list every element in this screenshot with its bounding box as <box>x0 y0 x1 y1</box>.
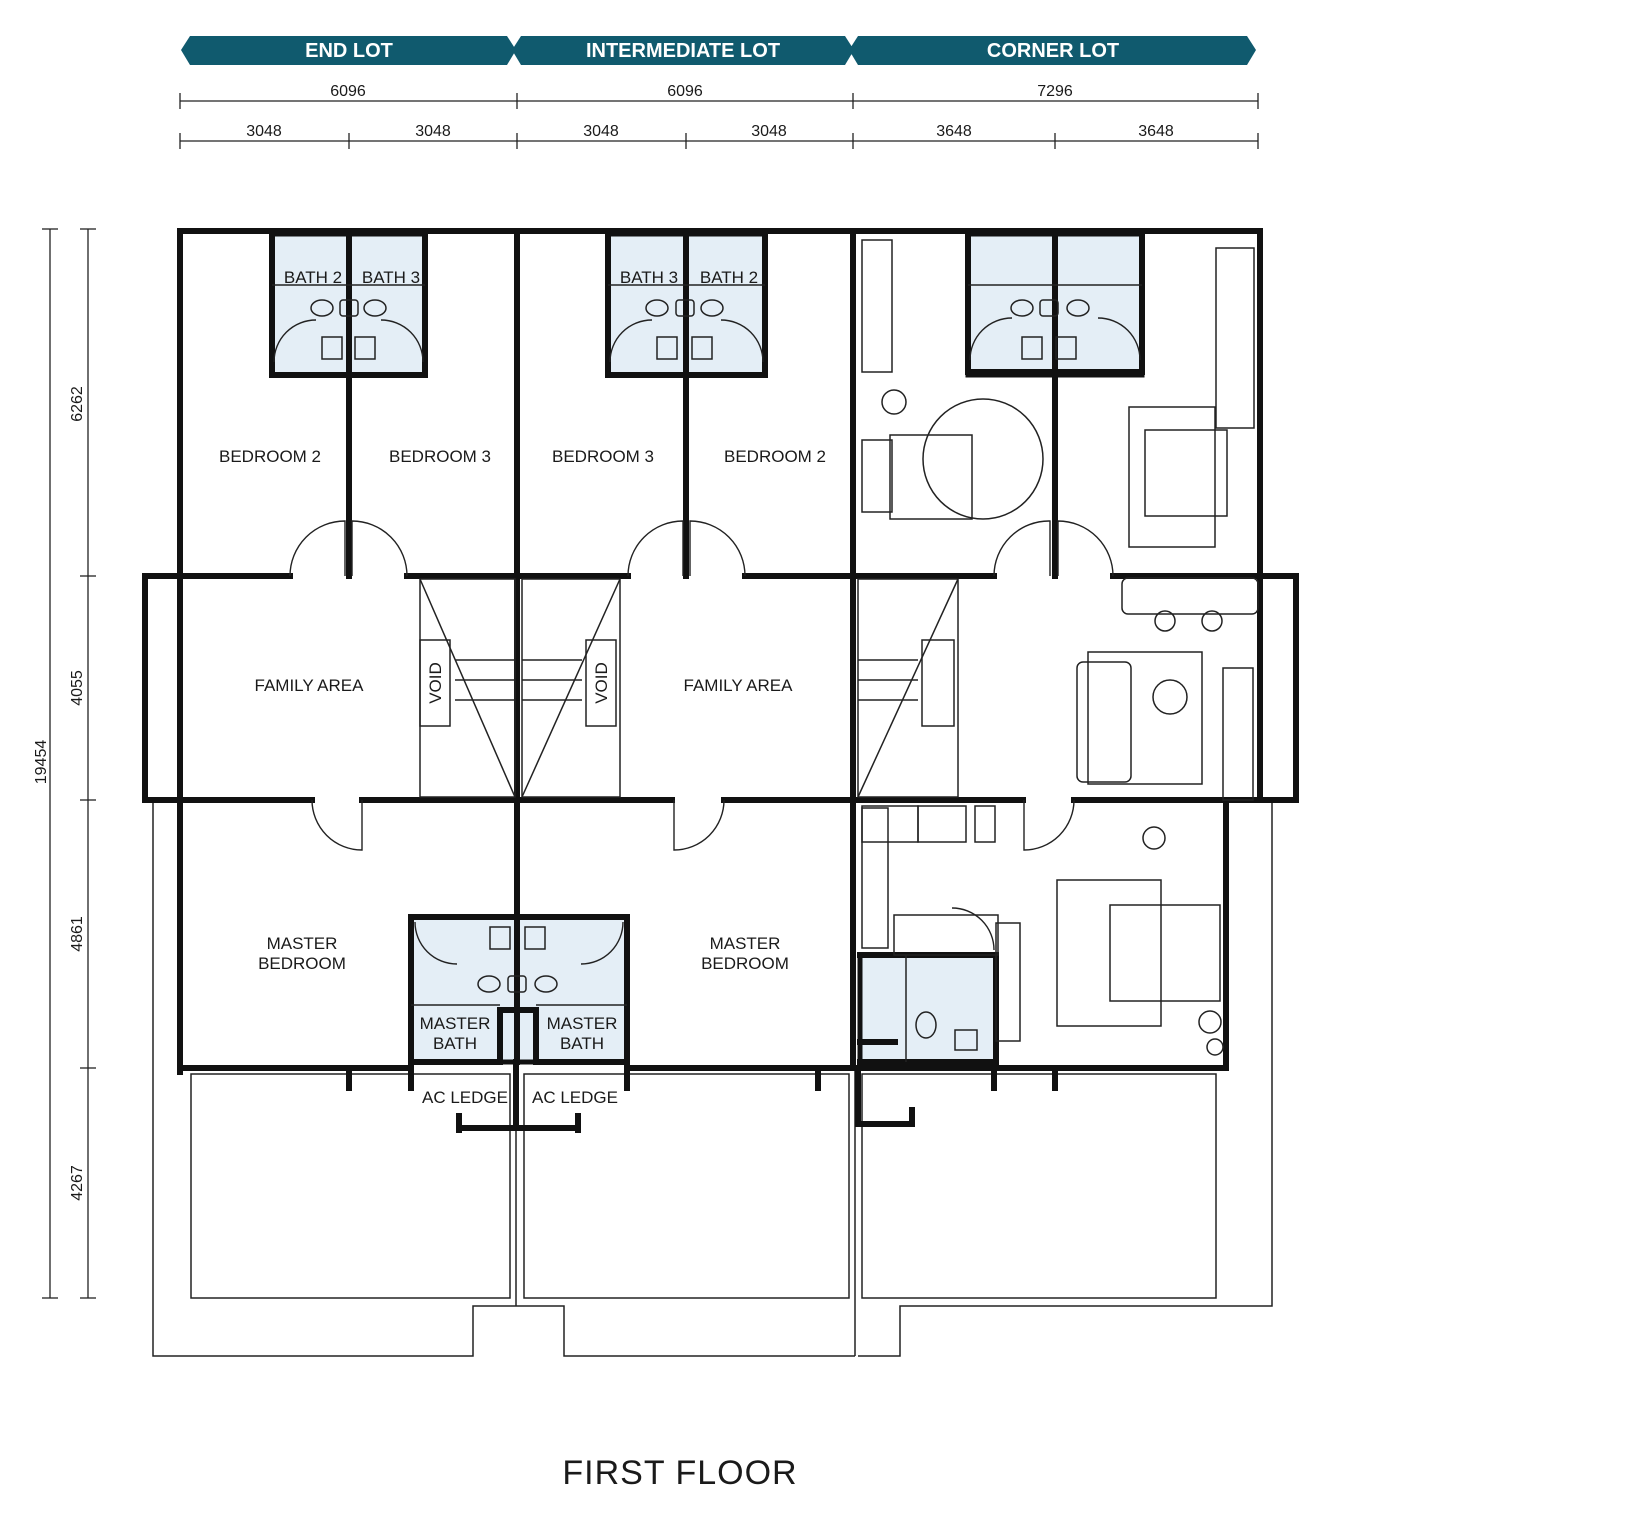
master-bath-int-line1: MASTER <box>546 1014 618 1033</box>
master-bath-int-line2: BATH <box>559 1034 605 1053</box>
dim-corner-left: 3648 <box>936 123 972 140</box>
bath-fills <box>272 234 1142 1062</box>
dim-corner-total: 7296 <box>1037 83 1073 100</box>
bath2-int-label: BATH 2 <box>699 268 759 287</box>
dim-intermediate-total: 6096 <box>667 83 703 100</box>
void-label-int: VOID <box>592 662 611 704</box>
bath3-int-label: BATH 3 <box>619 268 679 287</box>
dim-end-right: 3048 <box>415 123 451 140</box>
dim-side-seg1: 6262 <box>69 386 86 422</box>
doors <box>274 318 1140 964</box>
dim-int-right: 3048 <box>751 123 787 140</box>
family-area-end-label: FAMILY AREA <box>254 676 364 695</box>
master-bedroom-end-line2: BEDROOM <box>258 954 346 973</box>
dim-side-seg4: 4267 <box>69 1165 86 1201</box>
bath3-end-label: BATH 3 <box>361 268 421 287</box>
dim-corner-right: 3648 <box>1138 123 1174 140</box>
master-bedroom-end-line1: MASTER <box>266 934 338 953</box>
void-label-end: VOID <box>426 662 445 704</box>
master-bedroom-int-line1: MASTER <box>709 934 781 953</box>
bath2-end-label: BATH 2 <box>283 268 343 287</box>
master-bath-end-line1: MASTER <box>419 1014 491 1033</box>
bedroom3-end-label: BEDROOM 3 <box>388 447 492 466</box>
dim-end-total: 6096 <box>330 83 366 100</box>
side-dimensions <box>33 229 96 1298</box>
bedroom2-int-label: BEDROOM 2 <box>723 447 827 466</box>
dim-end-left: 3048 <box>246 123 282 140</box>
floor-title: FIRST FLOOR <box>562 1454 798 1492</box>
bedroom3-int-label: BEDROOM 3 <box>551 447 655 466</box>
top-dimensions <box>180 83 1258 149</box>
lot-tabs <box>181 36 1256 65</box>
corner-lot-label: CORNER LOT <box>986 40 1120 62</box>
ac-ledge-int-label: AC LEDGE <box>532 1088 618 1107</box>
ac-ledge-end-label: AC LEDGE <box>422 1088 508 1107</box>
porch-outline <box>153 800 1272 1356</box>
dim-side-seg2: 4055 <box>69 670 86 706</box>
dim-int-left: 3048 <box>583 123 619 140</box>
end-lot-label: END LOT <box>305 40 393 62</box>
intermediate-lot-label: INTERMEDIATE LOT <box>585 40 781 62</box>
master-bedroom-int-line2: BEDROOM <box>701 954 789 973</box>
dim-side-total: 19454 <box>33 739 50 785</box>
master-bath-end-line2: BATH <box>432 1034 478 1053</box>
dim-side-seg3: 4861 <box>69 916 86 952</box>
family-area-int-label: FAMILY AREA <box>683 676 793 695</box>
bedroom2-end-label: BEDROOM 2 <box>218 447 322 466</box>
